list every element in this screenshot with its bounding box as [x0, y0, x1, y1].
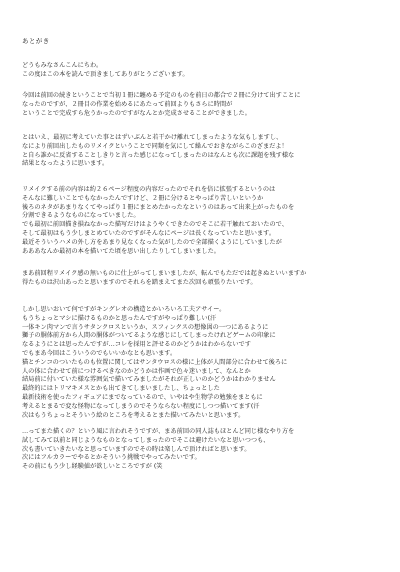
paragraph-4	[22, 186, 382, 256]
text-line: でも最初に前回描き損ねなかった描写だけはようやくできたのでそこに若干触れておいたので、	[22, 221, 288, 229]
paragraph-2	[22, 92, 382, 118]
text-line: どうもみなさんこんにちわ。	[22, 62, 103, 69]
text-line: リメイクする前の内容は約２６ページ程度の内容だったのでそれを倍に拡張するというのは	[22, 186, 276, 193]
text-line: 次はもうちょっとそういう絵のところを考えるとまた描いてみたいと思います。	[22, 411, 245, 419]
paragraph-1	[22, 62, 382, 80]
text-line: 最終的にはトリマキメスとかも出てきてしまいましたし、ちょっとした	[22, 385, 220, 393]
paragraph-6	[22, 306, 382, 420]
text-line: 考えるとまるで変な怪物になってしまうのでそうならない程度にしつつ描いてます(汗	[22, 402, 260, 410]
text-line: そんなに難しいことでもなかったんですけど、２冊に分けるとやっぱり苦しいというか	[22, 194, 264, 202]
text-line: と自ら誰かに反省することしきりと言った感じになってしまったのはなんとも次に課題を残す様な	[22, 151, 295, 159]
text-line: 人の体に合わせて前につけるべきなのかどうかは作画で色々迷いまして、なんとか	[22, 367, 251, 375]
text-line: 結果となったように思います。	[22, 160, 109, 168]
text-line: 得たものは沢山あったと思いますのでそれらを踏まえてまた次回も頑張りたいです。	[22, 278, 257, 286]
text-line: まあ前回程リメイク感の無いものに仕上がってしまいましたが、転んでもただでは起きぬといいますか	[22, 270, 307, 277]
paragraph-3	[22, 134, 382, 169]
text-line: …ってまた描くの？という風に言われそうですが、まあ前回の同人誌もほとんど同じ様なやり方を	[22, 428, 295, 435]
text-line: なにより前回出したものリメイクということで同類を気にして繰んでおきながらこのざまだよ！	[22, 142, 288, 150]
text-line: 分割できるようなものになっていました。	[22, 212, 140, 220]
paragraph-7	[22, 428, 382, 472]
text-line: あああなんか最初の本を描いてた頃を思い出したりしてしまいました。	[22, 247, 220, 255]
text-line: その前にもう少し経験値が欲しいところですが (笑	[22, 463, 163, 471]
text-line: 一体キン肉マンで言うサタンクロスというか、スフィンクスの想像図の一つにあるように	[22, 323, 269, 331]
text-line: この度はこの本を読んで頂きましてありがとうございます。	[22, 70, 189, 78]
text-line: なるようにとは思ったんですが…コレを採用と評せるのかどうかはわからないです	[22, 341, 251, 349]
text-line: 最新技術を使ったフィギュアにまでなっているので、いやはや生物学の勉強をまともに	[22, 393, 263, 401]
text-line: 次も書いていきたいなと思っていますのでその時は楽しんで頂ければと思います。	[22, 445, 251, 453]
text-line: 今回は前回の続きということで当初１冊に纏める予定のものを前日の都合で２冊に分けて出すことに	[22, 92, 301, 99]
text-line: 次にはフルカラーでやるとかそういう挑戦でやってみたいです。	[22, 454, 201, 462]
text-line: そして最初はもう少しまとめていたのですがそんなにページは長くなっていたと思います。	[22, 229, 276, 237]
text-line: でもまあ今回はこういうのでもいいかなとも思います。	[22, 349, 177, 357]
text-line: ということで完成すら危うかったのですがなんとか完成させることができました。	[22, 109, 251, 117]
text-line: なったのですが、２冊目の作業を始めるにあたって前回よりもさらに時間が	[22, 100, 233, 108]
paragraph-5	[22, 270, 382, 288]
text-line: もうちょっとマシに描けるものかと思ったんですがやっぱり難しい(汗	[22, 314, 217, 322]
text-line: 後ろのネタがあまりなくてやっぱり１冊にまとめたかったなというのはあって出来上がったものを	[22, 203, 295, 211]
text-line: 獅子の胴体前方から人間の胴体がついてるような感じにしてしまったけれどゲームの印象に	[22, 332, 276, 340]
page-title: あとがき	[22, 37, 50, 45]
text-line: 結局前に付いていた様な雰囲気で描いてみましたがそれが正しいのかどうかはわかりません	[22, 376, 276, 384]
text-line: 猫とチンコのついたものも位置に関してはサンタウロスの様に上体が人間部分に合わせて後ろに	[22, 358, 288, 366]
text-line: 最近そういうハメの外し方をあまり見なくなった気がしたので全部描くようにしていましたが	[22, 238, 282, 246]
text-line: とはいえ、最初に考えていた事とはずいぶんと若干かけ離れてしまったような気もしますし、	[22, 134, 283, 141]
text-line: 試してみて以前と同じようなものとなってしまったのでそこは避けたいなと思いつつも、	[22, 436, 270, 444]
text-line: しかし思いおいて何ですがキングレオの構造とかいろいろ工夫アサイー。	[22, 306, 226, 313]
